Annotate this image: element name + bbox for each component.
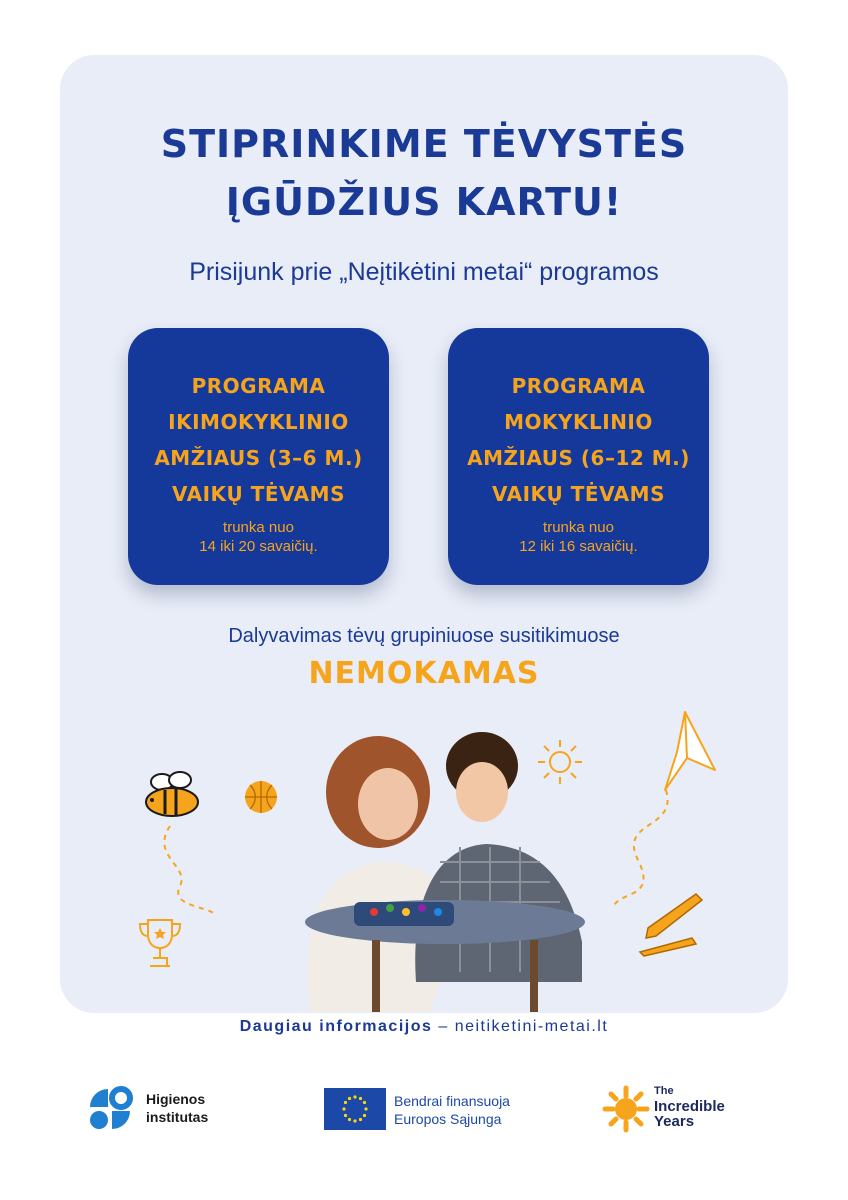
eu-logo-line: Europos Sąjunga [394,1111,502,1127]
more-info-line [0,1018,848,1036]
free-label: NEMOKAMAS [308,656,540,691]
hi-logo-line: institutas [146,1109,209,1125]
bee-icon [132,768,212,828]
program-duration-line: trunka nuo [223,519,294,536]
website-link[interactable]: neitiketini-metai.lt [454,1018,609,1035]
sun-logo-icon [602,1085,650,1133]
program-duration-line: trunka nuo [543,519,614,536]
dashed-path-icon [150,826,220,916]
more-info-separator: – [432,1018,455,1035]
hi-logo-line: Higienos [146,1091,206,1107]
program-card-preschool [128,328,389,585]
program-title-line: VAIKŲ TĖVAMS [172,482,345,506]
program-title-line: IKIMOKYKLINIO [168,410,349,434]
higienos-institutas-logo [86,1082,266,1136]
parent-child-photo [290,722,600,1012]
program-title-line: AMŽIAUS (3–6 M.) [154,446,363,470]
eu-flag-icon [324,1088,386,1130]
program-title-line: PROGRAMA [511,374,646,398]
program-title-line: MOKYKLINIO [504,410,653,434]
subheadline: Prisijunk prie „Neįtikėtini metai“ programos [189,258,659,286]
program-title [448,368,709,512]
eu-logo-line: Bendrai finansuoja [394,1093,510,1109]
program-duration [128,518,389,556]
participation-text: Dalyvavimas tėvų grupiniuose susitikimuose [228,625,620,647]
program-card-school [448,328,709,585]
program-title-line: VAIKŲ TĖVAMS [492,482,665,506]
headline-line-1: STIPRINKIME TĖVYSTĖS [160,122,688,166]
pencil-icon [636,890,708,960]
basketball-icon [242,778,280,816]
paper-plane-icon [655,710,725,800]
headline-line-2: ĮGŪDŽIUS KARTU! [225,180,623,224]
iy-logo-line: The [654,1085,674,1097]
iy-logo-line: Incredible [654,1098,725,1115]
hi-logo-icon [86,1085,134,1133]
eu-funding-logo [324,1082,554,1136]
program-duration-line: 14 iki 20 savaičių. [199,538,318,555]
iy-logo-line: Years [654,1113,695,1130]
program-duration [448,518,709,556]
program-title [128,368,389,512]
more-info-label: Daugiau informacijos [239,1018,433,1035]
program-title-line: PROGRAMA [191,374,326,398]
program-title-line: AMŽIAUS (6–12 M.) [467,446,690,470]
program-duration-line: 12 iki 16 savaičių. [519,538,638,555]
incredible-years-logo [602,1082,772,1136]
trophy-icon [136,916,184,970]
